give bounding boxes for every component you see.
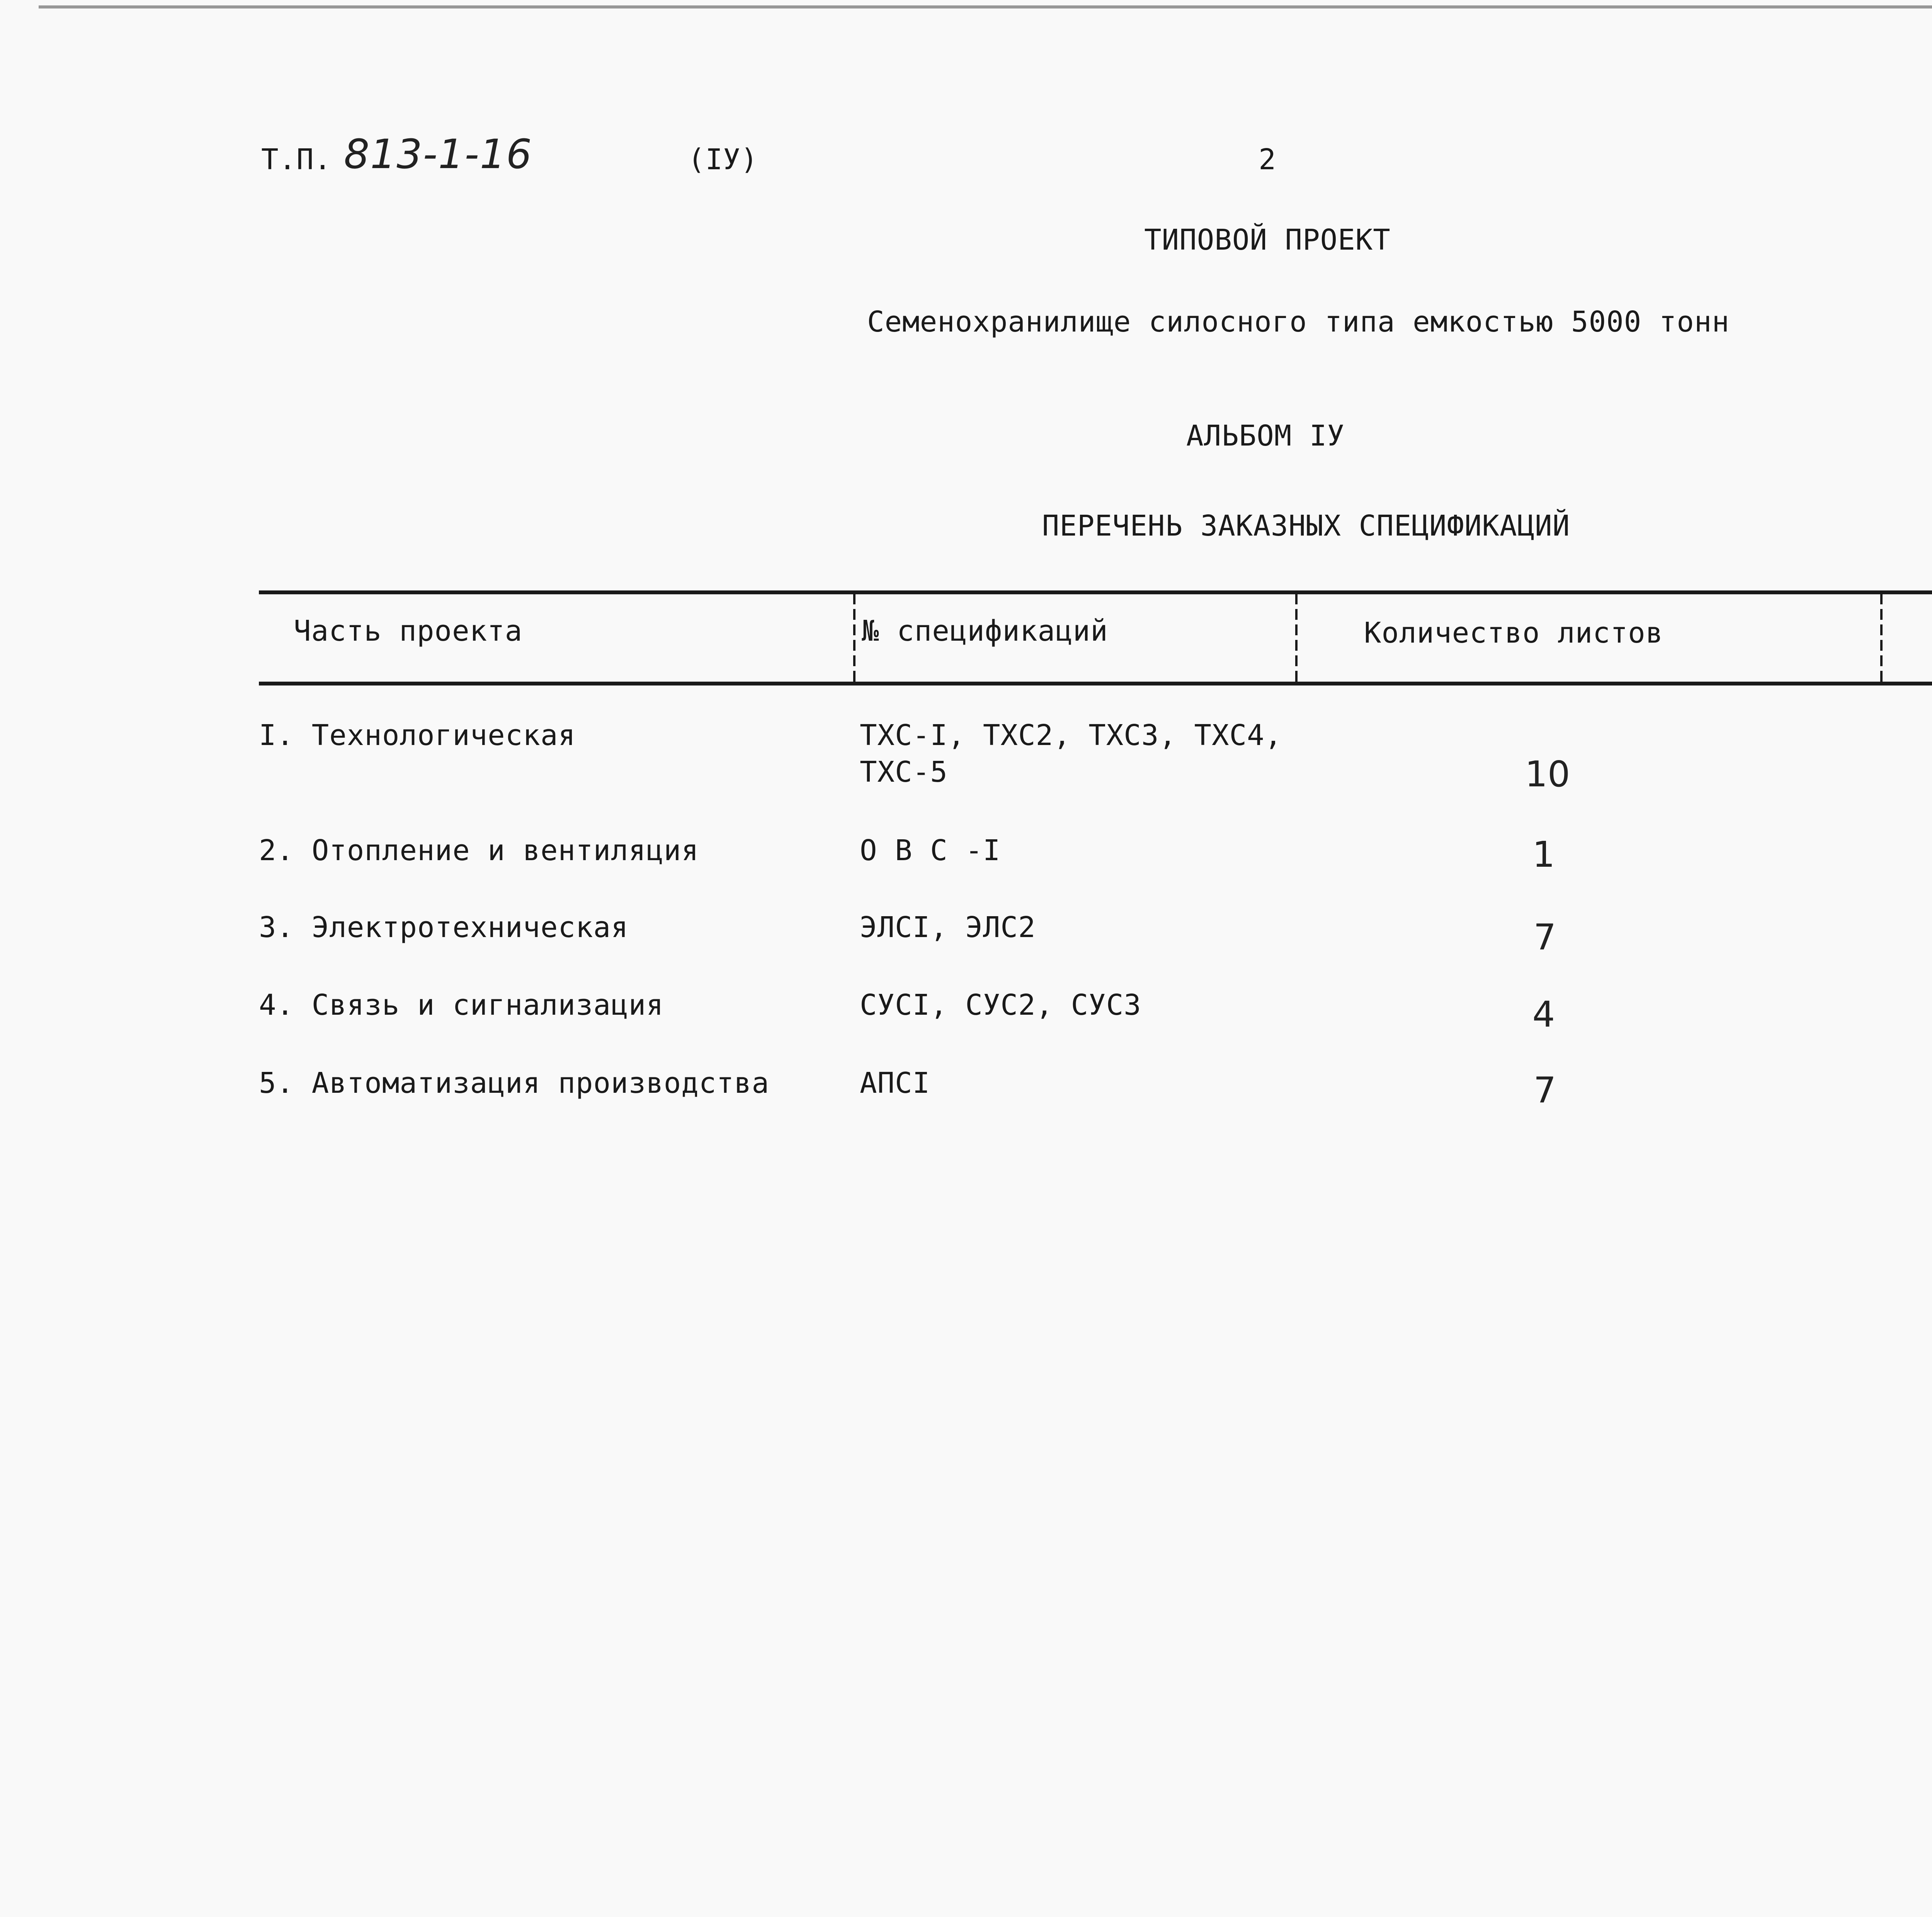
project-name: Семенохранилище силосного типа емкостью 5000 тонн bbox=[867, 305, 1730, 338]
album-code: (IУ) bbox=[688, 143, 759, 176]
row-part: I. Технологическая bbox=[259, 719, 576, 752]
page-top-edge bbox=[39, 5, 1932, 9]
row-sheets: 10 bbox=[1525, 754, 1570, 795]
table-header-rule bbox=[259, 682, 1932, 685]
row-part: 2. Отопление и вентиляция bbox=[259, 834, 699, 867]
row-spec: ТХС-I, ТХС2, ТХС3, ТХС4, bbox=[860, 719, 1282, 752]
column-separator bbox=[1295, 594, 1298, 682]
row-sheets: 7 bbox=[1533, 917, 1556, 958]
header-part: Часть проекта bbox=[294, 614, 523, 648]
row-spec: СУСI, СУС2, СУС3 bbox=[860, 988, 1141, 1022]
page-number: 2 bbox=[1259, 143, 1276, 176]
row-sheets: 1 bbox=[1532, 834, 1555, 875]
table-top-rule bbox=[259, 590, 1932, 594]
row-spec: О В С -I bbox=[860, 834, 1001, 867]
header-sheet-count: Количество листов bbox=[1364, 616, 1663, 650]
row-part: 3. Электротехническая bbox=[259, 911, 629, 944]
row-spec: ЭЛСI, ЭЛС2 bbox=[860, 911, 1036, 944]
row-spec: АПСI bbox=[860, 1067, 930, 1100]
row-sheets: 4 bbox=[1532, 994, 1555, 1035]
project-type-title: ТИПОВОЙ ПРОЕКТ bbox=[1144, 223, 1391, 257]
row-part: 5. Автоматизация производства bbox=[259, 1067, 770, 1100]
tp-prefix: Т.П. bbox=[261, 143, 332, 176]
row-part: 4. Связь и сигнализация bbox=[259, 988, 664, 1022]
tp-number: 813-1-16 bbox=[344, 131, 533, 178]
header-spec-number: № спецификаций bbox=[862, 614, 1108, 648]
album-title: АЛЬБОМ IУ bbox=[1186, 419, 1345, 452]
column-separator bbox=[1880, 594, 1883, 682]
row-sheets: 7 bbox=[1533, 1070, 1556, 1111]
row-spec-continued: ТХС-5 bbox=[860, 755, 948, 789]
column-separator bbox=[853, 594, 855, 682]
list-title: ПЕРЕЧЕНЬ ЗАКАЗНЫХ СПЕЦИФИКАЦИЙ bbox=[1042, 509, 1570, 543]
